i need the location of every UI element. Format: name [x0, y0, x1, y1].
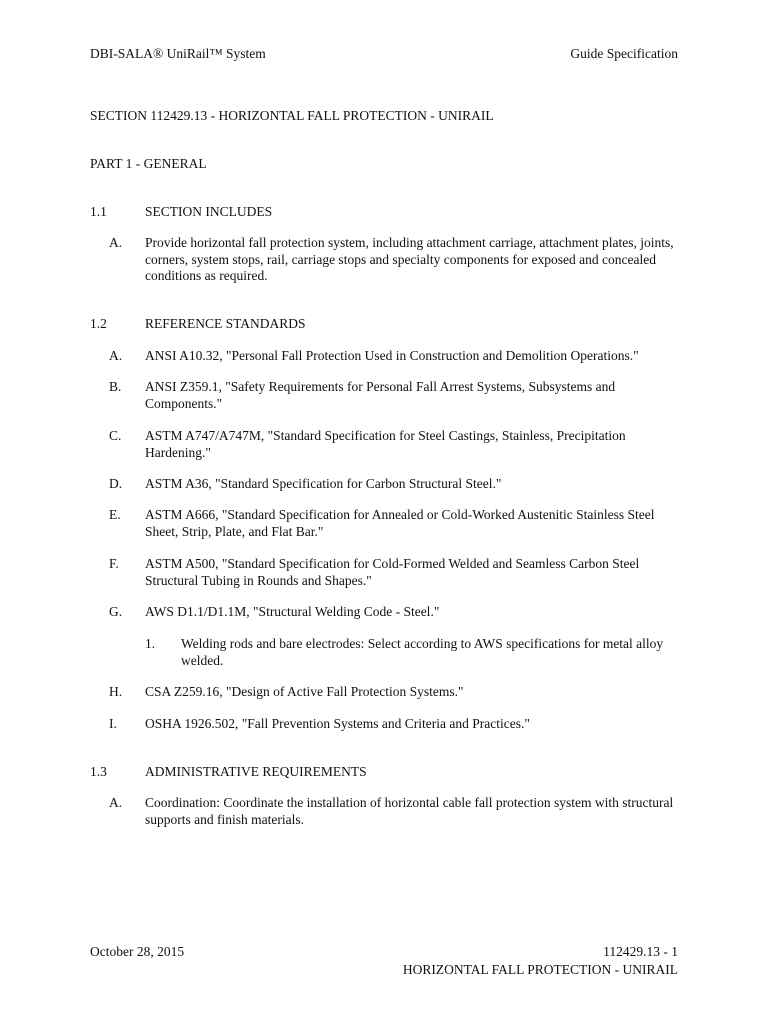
- section-heading: REFERENCE STANDARDS: [145, 316, 306, 331]
- header-right-title: Guide Specification: [570, 46, 678, 61]
- part-title: PART 1 - GENERAL: [90, 156, 207, 171]
- list-item-text: Provide horizontal fall protection system, including attachment carriage, attachment plates, joints, corners, system stops, rail, carriage stops and specialty components for exposed and concealed conditions as required.: [145, 235, 674, 283]
- list-item-text: Coordination: Coordinate the installation of horizontal cable fall protection system with structural supports and finish materials.: [145, 795, 674, 827]
- header-left-title: DBI-SALA® UniRail™ System: [90, 46, 266, 61]
- footer-section-name: HORIZONTAL FALL PROTECTION - UNIRAIL: [402, 962, 678, 977]
- list-item-letter: H.: [109, 684, 123, 699]
- section-number: 1.2: [90, 316, 107, 331]
- list-item-letter: C.: [109, 428, 122, 443]
- list-item-text: ASTM A36, "Standard Specification for Carbon Structural Steel.": [145, 476, 502, 491]
- footer-page-number: 112429.13 - 1: [603, 944, 678, 959]
- list-item-letter: F.: [109, 556, 119, 571]
- list-item-letter: B.: [109, 379, 122, 394]
- sub-item-text: Welding rods and bare electrodes: Select according to AWS specifications for metal alloy welded.: [181, 636, 664, 668]
- list-item-letter: D.: [109, 476, 123, 491]
- list-item-letter: A.: [109, 348, 123, 363]
- list-item-text: ANSI Z359.1, "Safety Requirements for Personal Fall Arrest Systems, Subsystems and Components.": [145, 379, 616, 411]
- footer-date: October 28, 2015: [90, 944, 185, 959]
- section-number: 1.1: [90, 204, 107, 219]
- list-item-text: ASTM A500, "Standard Specification for Cold-Formed Welded and Seamless Carbon Steel Structural Tubing in Rounds and Shapes.": [145, 556, 640, 588]
- list-item-text: AWS D1.1/D1.1M, "Structural Welding Code - Steel.": [145, 604, 440, 619]
- list-item-letter: A.: [109, 235, 123, 250]
- section-heading: SECTION INCLUDES: [145, 204, 273, 219]
- sub-item-number: 1.: [145, 636, 156, 651]
- list-item-text: ASTM A666, "Standard Specification for Annealed or Cold-Worked Austenitic Stainless Steel Sheet, Strip, Plate, and Flat Bar.": [145, 507, 655, 539]
- list-item-text: ASTM A747/A747M, "Standard Specification for Steel Castings, Stainless, Precipitation Hardening.": [145, 428, 626, 460]
- list-item-letter: G.: [109, 604, 123, 619]
- section-heading: ADMINISTRATIVE REQUIREMENTS: [145, 764, 367, 779]
- list-item-letter: A.: [109, 795, 123, 810]
- list-item-text: ANSI A10.32, "Personal Fall Protection Used in Construction and Demolition Operations.": [145, 348, 639, 363]
- section-title: SECTION 112429.13 - HORIZONTAL FALL PROTECTION - UNIRAIL: [90, 108, 494, 123]
- list-item-text: OSHA 1926.502, "Fall Prevention Systems and Criteria and Practices.": [145, 716, 530, 731]
- section-number: 1.3: [90, 764, 107, 779]
- list-item-text: CSA Z259.16, "Design of Active Fall Protection Systems.": [145, 684, 464, 699]
- list-item-letter: I.: [109, 716, 117, 731]
- list-item-letter: E.: [109, 507, 121, 522]
